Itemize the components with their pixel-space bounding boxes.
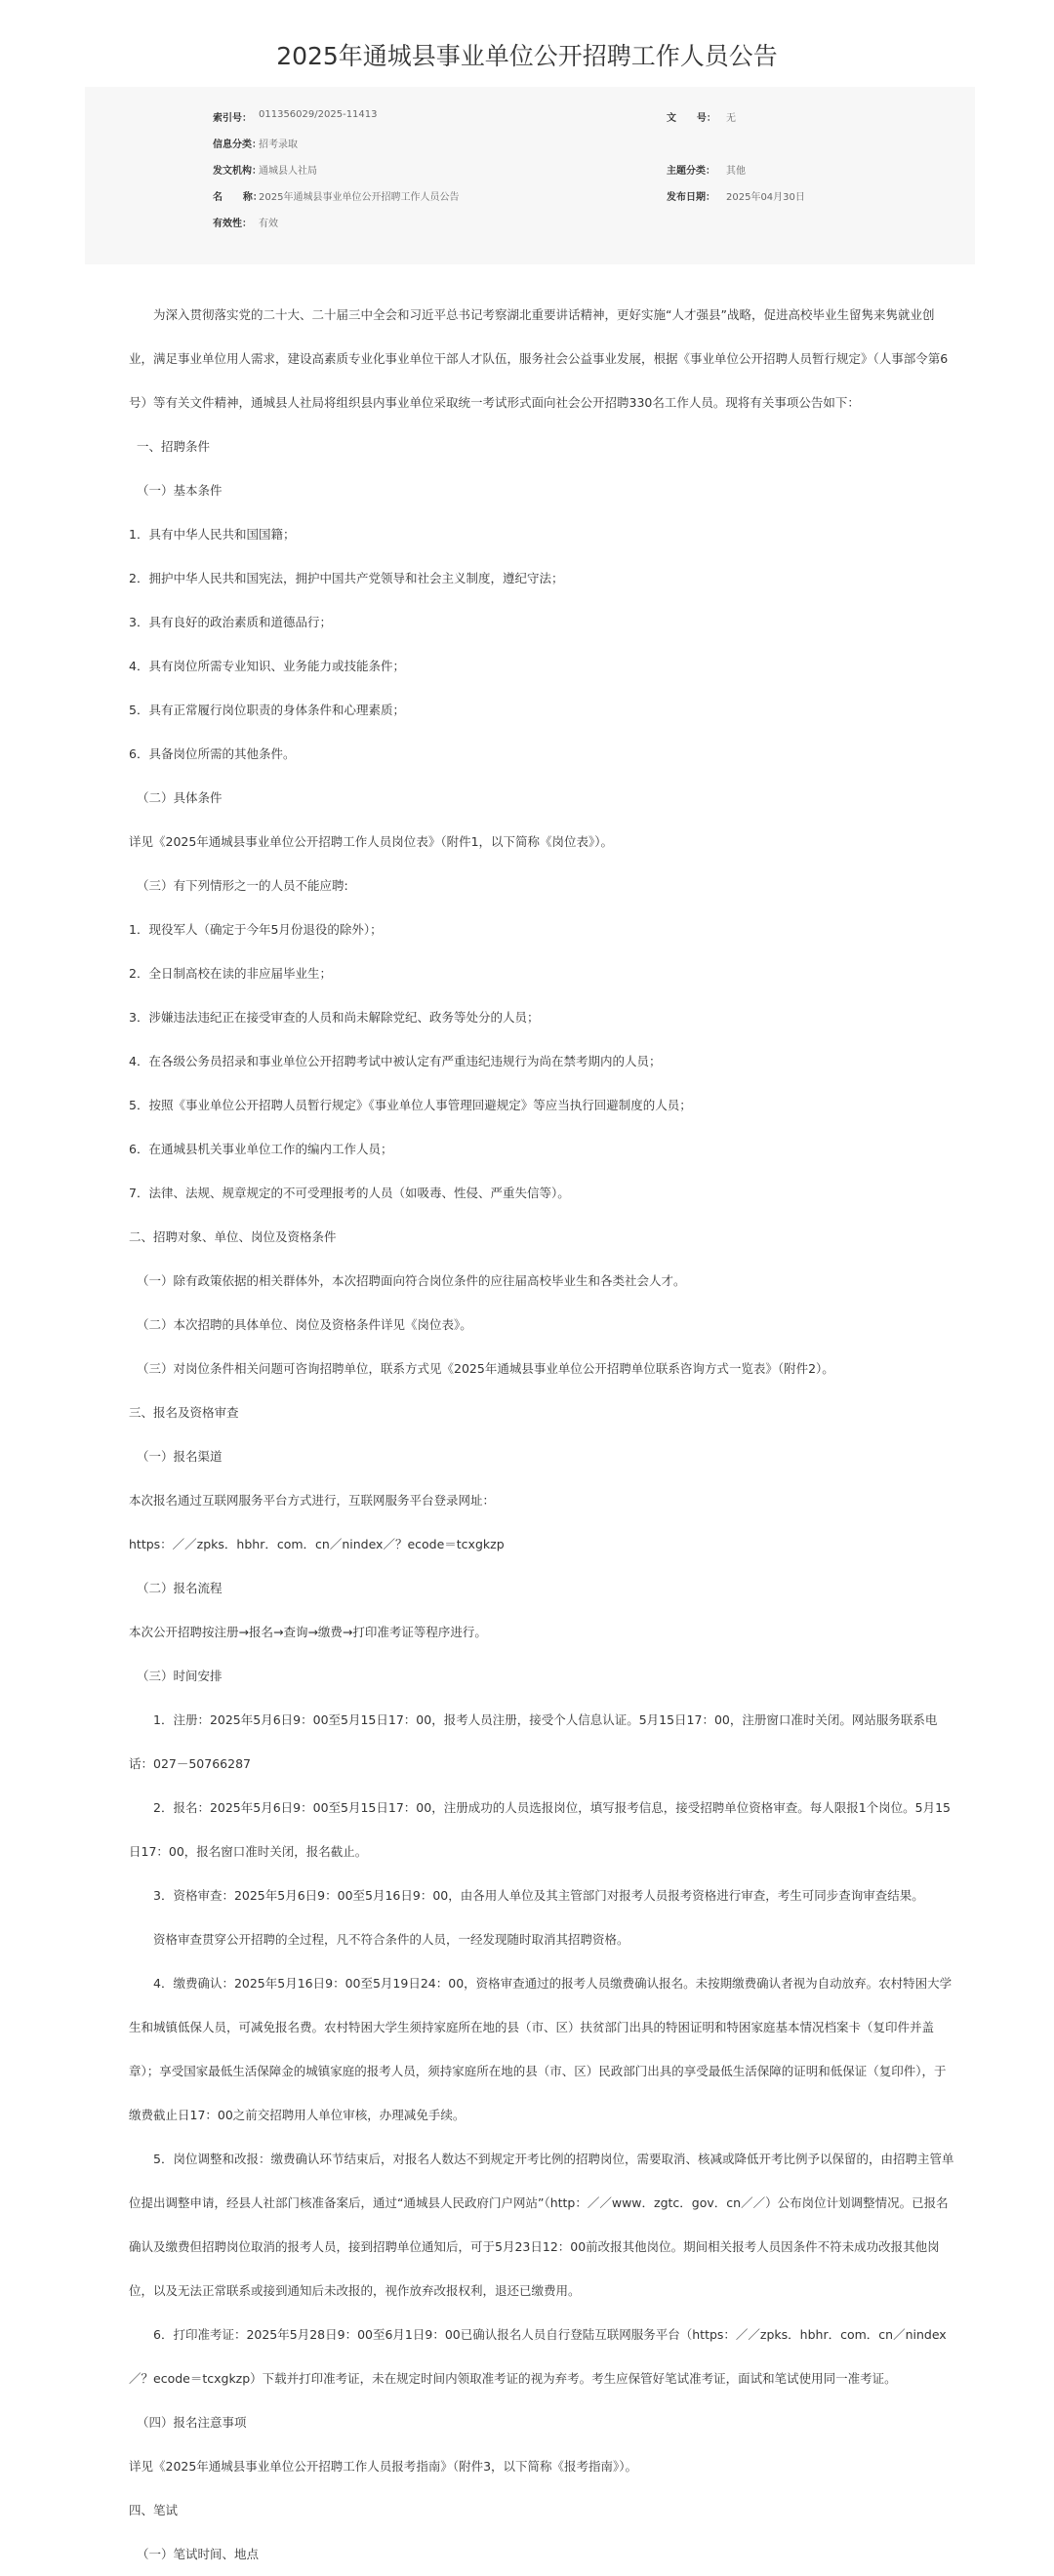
paragraph: 2．全日制高校在读的非应届毕业生； bbox=[129, 966, 332, 981]
paragraph: （三）时间安排 bbox=[137, 1669, 223, 1683]
article-body bbox=[129, 293, 957, 2576]
metadata-label: 发文机构： bbox=[213, 166, 262, 177]
paragraph: 本次公开招聘按注册→报名→查询→缴费→打印准考证等程序进行。 bbox=[129, 1625, 487, 1639]
paragraph: 本次报名通过互联网服务平台方式进行，互联网服务平台登录网址： bbox=[129, 1493, 496, 1508]
metadata-row bbox=[85, 215, 975, 234]
paragraph: （一）笔试时间、地点 bbox=[137, 2547, 260, 2561]
document-metadata-box bbox=[85, 87, 975, 264]
metadata-value: 有效 bbox=[259, 219, 278, 229]
metadata-value: 011356029/2025-11413 bbox=[259, 109, 378, 120]
paragraph: 5．具有正常履行岗位职责的身体条件和心理素质； bbox=[129, 703, 405, 717]
metadata-value: 其他 bbox=[726, 166, 746, 177]
paragraph: （一）基本条件 bbox=[137, 483, 223, 498]
paragraph: 三、报名及资格审查 bbox=[129, 1405, 239, 1420]
paragraph: 详见《2025年通城县事业单位公开招聘工作人员报考指南》（附件3，以下简称《报考指南》）。 bbox=[129, 2459, 638, 2474]
metadata-label: 名 称： bbox=[213, 192, 263, 203]
metadata-row bbox=[85, 188, 975, 208]
paragraph: 四、笔试 bbox=[129, 2503, 179, 2517]
metadata-row bbox=[85, 136, 975, 155]
paragraph: 为深入贯彻落实党的二十大、二十届三中全会和习近平总书记考察湖北重要讲话精神，更好实施“人才强县”战略，促进高校毕业生留隽来隽就业创业，满足事业单位用人需求，建设高素质专业化事业单位干部人才队伍，服务社会公益事业发展，根据《事业单位公开招聘人员暂行规定》（人事部令第6号）等有关文件精神，通城县人社局将组织县内事业单位采取统一考试形式面向社会公开招聘330名工作人员。现将有关事项公告如下： bbox=[129, 307, 949, 410]
metadata-label: 主题分类： bbox=[667, 166, 715, 177]
paragraph: （一）除有政策依据的相关群体外，本次招聘面向符合岗位条件的应往届高校毕业生和各类社会人才。 bbox=[137, 1273, 686, 1288]
paragraph: 1．注册：2025年5月6日9：00至5月15日17：00，报考人员注册，接受个人信息认证。5月15日17：00，注册窗口准时关闭。网站服务联系电话：027－50766287 bbox=[129, 1712, 938, 1771]
metadata-value: 通城县人社局 bbox=[259, 166, 317, 177]
paragraph: 6．在通城县机关事业单位工作的编内工作人员； bbox=[129, 1142, 393, 1156]
paragraph: （二）具体条件 bbox=[137, 790, 223, 805]
metadata-label: 信息分类： bbox=[213, 140, 262, 150]
paragraph: 一、招聘条件 bbox=[137, 439, 211, 454]
paragraph: 二、招聘对象、单位、岗位及资格条件 bbox=[129, 1229, 337, 1244]
metadata-value: 2025年通城县事业单位公开招聘工作人员公告 bbox=[259, 192, 460, 203]
paragraph: https：／／zpks．hbhr．com．cn／nindex／？ecode＝tcxgkzp bbox=[129, 1537, 505, 1551]
paragraph: 3．资格审查：2025年5月6日9：00至5月16日9：00，由各用人单位及其主管部门对报考人员报考资格进行审查，考生可同步查询审查结果。 bbox=[153, 1888, 924, 1903]
paragraph: （三）对岗位条件相关问题可咨询招聘单位，联系方式见《2025年通城县事业单位公开招聘单位联系咨询方式一览表》（附件2）。 bbox=[137, 1361, 834, 1376]
metadata-label: 有效性： bbox=[213, 219, 252, 229]
paragraph: 5．按照《事业单位公开招聘人员暂行规定》《事业单位人事管理回避规定》等应当执行回避制度的人员； bbox=[129, 1098, 692, 1112]
paragraph: （二）报名流程 bbox=[137, 1581, 223, 1595]
metadata-label: 文 号： bbox=[667, 113, 716, 124]
paragraph: 6．打印准考证：2025年5月28日9：00至6月1日9：00已确认报名人员自行登陆互联网服务平台（https：／／zpks．hbhr．com．cn／nindex／？ecode＝tcxgkzp）下载并打印准考证，未在规定时间内领取准考证的视为弃考。考生应保管好笔试准考证，面试和笔试使用同一准考证。 bbox=[129, 2327, 947, 2386]
metadata-value: 招考录取 bbox=[259, 140, 298, 150]
paragraph: 4．缴费确认：2025年5月16日9：00至5月19日24：00，资格审查通过的报考人员缴费确认报名。未按期缴费确认者视为自动放弃。农村特困大学生和城镇低保人员，可减免报名费。农村特困大学生须持家庭所在地的县（市、区）扶贫部门出具的特困证明和特困家庭基本情况档案卡（复印件并盖章）；享受国家最低生活保障金的城镇家庭的报考人员，须持家庭所在地的县（市、区）民政部门出具的享受最低生活保障的证明和低保证（复印件），于缴费截止日17：00之前交招聘用人单位审核，办理减免手续。 bbox=[129, 1976, 953, 2122]
paragraph: （一）报名渠道 bbox=[137, 1449, 223, 1464]
paragraph: 3．具有良好的政治素质和道德品行； bbox=[129, 615, 332, 629]
paragraph: 7．法律、法规、规章规定的不可受理报考的人员（如吸毒、性侵、严重失信等）。 bbox=[129, 1186, 570, 1200]
page-title: 2025年通城县事业单位公开招聘工作人员公告 bbox=[276, 42, 778, 70]
paragraph: 2．报名：2025年5月6日9：00至5月15日17：00，注册成功的人员选报岗位，填写报考信息，接受招聘单位资格审查。每人限报1个岗位。5月15日17：00，报名窗口准时关闭，报名截止。 bbox=[129, 1800, 952, 1859]
metadata-label: 发布日期： bbox=[667, 192, 715, 203]
paragraph: 3．涉嫌违法违纪正在接受审查的人员和尚未解除党纪、政务等处分的人员； bbox=[129, 1010, 540, 1025]
paragraph: 5．岗位调整和改报：缴费确认环节结束后，对报名人数达不到规定开考比例的招聘岗位，需要取消、核减或降低开考比例予以保留的，由招聘主管单位提出调整申请，经县人社部门核准备案后，通过“通城县人民政府门户网站”（http：／／www．zgtc．gov．cn／／）公布岗位计划调整情况。已报名确认及缴费但招聘岗位取消的报考人员，接到招聘单位通知后，可于5月23日12：00前改报其他岗位。期间相关报考人员因条件不符未成功改报其他岗位，以及无法正常联系或接到通知后未改报的，视作放弃改报权利，退还已缴费用。 bbox=[129, 2152, 954, 2298]
metadata-label: 索引号： bbox=[213, 113, 252, 124]
paragraph: 4．具有岗位所需专业知识、业务能力或技能条件； bbox=[129, 659, 405, 673]
paragraph: 1．具有中华人民共和国国籍； bbox=[129, 527, 296, 542]
paragraph: 详见《2025年通城县事业单位公开招聘工作人员岗位表》（附件1，以下简称《岗位表》）。 bbox=[129, 834, 614, 849]
paragraph: 6．具备岗位所需的其他条件。 bbox=[129, 746, 296, 761]
paragraph: 资格审查贯穿公开招聘的全过程，凡不符合条件的人员，一经发现随时取消其招聘资格。 bbox=[153, 1932, 629, 1947]
paragraph: （四）报名注意事项 bbox=[137, 2415, 247, 2430]
metadata-row bbox=[85, 162, 975, 181]
paragraph: 4．在各级公务员招录和事业单位公开招聘考试中被认定有严重违纪违规行为尚在禁考期内的人员； bbox=[129, 1054, 662, 1068]
metadata-value: 2025年04月30日 bbox=[726, 192, 805, 203]
paragraph: 1．现役军人（确定于今年5月份退役的除外）； bbox=[129, 922, 383, 937]
paragraph: （三）有下列情形之一的人员不能应聘: bbox=[137, 878, 348, 893]
paragraph: （二）本次招聘的具体单位、岗位及资格条件详见《岗位表》。 bbox=[137, 1317, 472, 1332]
paragraph: 2．拥护中华人民共和国宪法，拥护中国共产党领导和社会主义制度，遵纪守法； bbox=[129, 571, 564, 585]
metadata-row bbox=[85, 109, 975, 129]
metadata-value: 无 bbox=[726, 113, 736, 124]
